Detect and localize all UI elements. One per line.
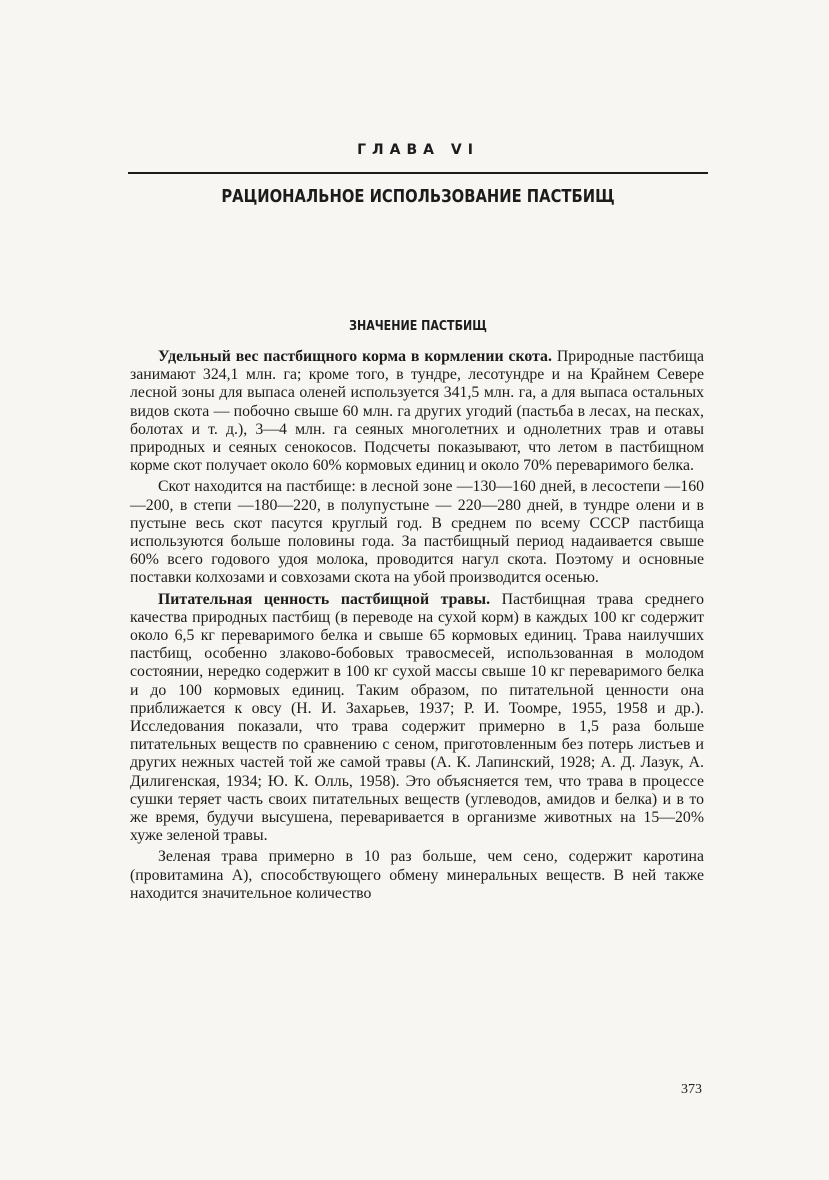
section-title: ЗНАЧЕНИЕ ПАСТБИЩ [349,319,487,334]
paragraph-body: Скот находится на пастбище: в лесной зоне —130—160 дней, в лесостепи —160—200, в степи —180—220, в полупустыне — 220—280 дней, в тундре олени и в пустыне весь скот пасутся круглый год. В среднем по всему СССР пастбища используются больше половины года. За пастбищный период надаивается свыше 60% всего годового удоя молока, проводится нагул скота. Поэтому и основные поставки колхозами и совхозами скота на убой производится осенью. [130,478,704,587]
paragraph-lead: Питательная ценность пастбищной травы. [158,590,491,608]
paragraph [130,591,704,846]
paragraph [130,348,704,475]
paragraph-body: Природные пастбища занимают 324,1 млн. га; кроме того, в тундре, лесотундре и на Крайнем Севере лесной зоны для выпаса оленей используется 341,5 млн. га, а для выпаса остальных видов скота — побочно свыше 60 млн. га других угодий (пастьба в лесах, на песках, болотах и т. д.), 3—4 млн. га сеяных многолетних и однолетних трав и отавы природных и сеяных сенокосов. Подсчеты показывают, что летом в пастбищном корме скот получает около 60% кормовых единиц и около 70% переваримого белка. [130,348,704,475]
paragraph-body: Пастбищная трава среднего качества природных пастбищ (в переводе на сухой корм) в каждых 100 кг содержит около 6,5 кг переваримого белка и свыше 65 кормовых единиц. Трава наилучших пастбищ, особенно злаково-бобовых травосмесей, использованная в молодом состоянии, нередко содержит в 100 кг сухой массы свыше 10 кг переваримого белка и до 100 кормовых единиц. Таким образом, по питательной ценности она приближается к овсу (Н. И. Захарьев, 1937; Р. И. Тоомре, 1955, 1958 и др.). Исследования показали, что трава содержит примерно в 1,5 раза больше питательных веществ по сравнению с сеном, приготовленным без потерь листьев и других нежных частей той же самой травы (А. К. Лапинский, 1928; А. Д. Лазук, А. Дилигенская, 1934; Ю. К. Олль, 1958). Это объясняется тем, что трава в процессе сушки теряет часть своих питательных веществ (углеводов, амидов и белка) и в то же время, будучи высушена, переваривается в организме животных на 15—20% хуже зеленой травы. [130,590,704,845]
book-page [128,130,708,1120]
paragraph-lead: Удельный вес пастбищного корма в кормлении скота. [158,348,552,365]
paragraph [130,848,704,903]
header-rule [128,172,708,174]
body-text [130,348,704,903]
chapter-title: РАЦИОНАЛЬНОЕ ИСПОЛЬЗОВАНИЕ ПАСТБИЩ [221,186,615,207]
paragraph [130,478,704,587]
paragraph-body: Зеленая трава примерно в 10 раз больше, чем сено, содержит каротина (провитамина А), способствующего обмену минеральных веществ. В ней также находится значительное количество [130,848,704,902]
page-number: 373 [681,1082,702,1097]
chapter-heading: ГЛАВА VI [357,142,479,158]
